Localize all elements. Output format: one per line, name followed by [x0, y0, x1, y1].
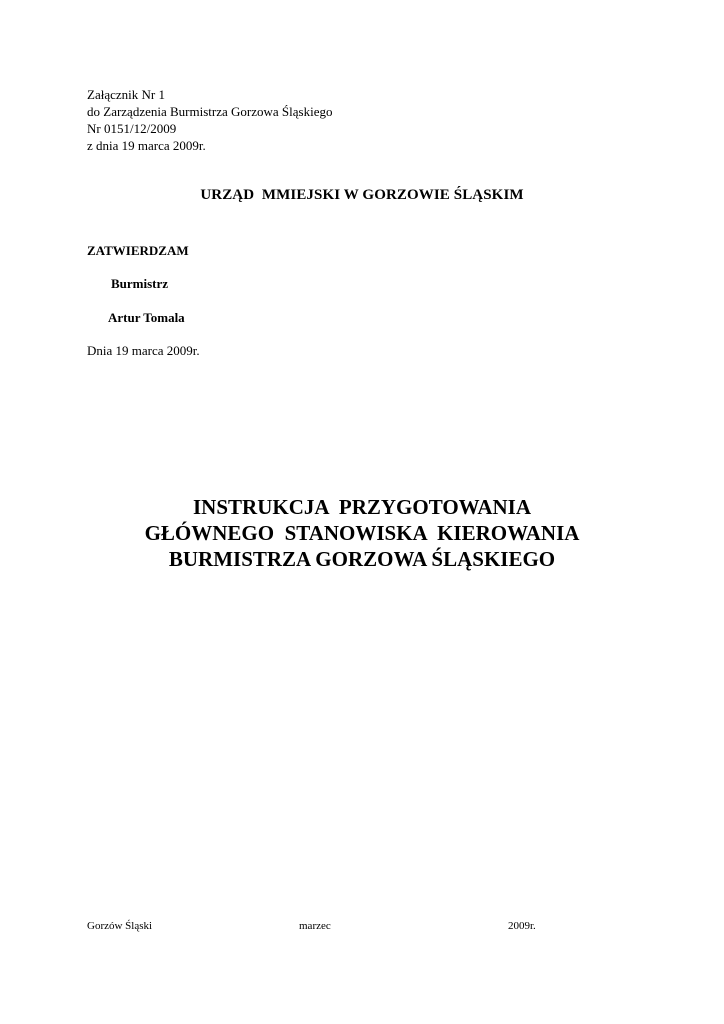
document-title-line-2: GŁÓWNEGO STANOWISKA KIEROWANIA	[144, 521, 580, 545]
footer-month: marzec	[299, 920, 331, 932]
footer-place: Gorzów Śląski	[87, 920, 153, 932]
document-title-line-3: BURMISTRZA GORZOWA ŚLĄSKIEGO	[168, 547, 556, 571]
attachment-line-1: Załącznik Nr 1	[87, 87, 165, 102]
attachment-line-2: do Zarządzenia Burmistrza Gorzowa Śląskiego	[87, 104, 333, 119]
attachment-note	[87, 86, 332, 154]
footer-year: 2009r.	[508, 920, 536, 932]
attachment-line-3: Nr 0151/12/2009	[87, 121, 177, 136]
approval-name: Artur Tomala	[108, 310, 185, 325]
approval-role: Burmistrz	[111, 276, 169, 291]
document-title-line-1: INSTRUKCJA PRZYGOTOWANIA	[193, 495, 531, 519]
approval-heading: ZATWIERDZAM	[87, 243, 189, 258]
approval-date: Dnia 19 marca 2009r.	[87, 343, 200, 358]
attachment-line-4: z dnia 19 marca 2009r.	[87, 138, 206, 153]
office-title: URZĄD MMIEJSKI W GORZOWIE ŚLĄSKIM	[200, 187, 524, 203]
document-title	[0, 494, 724, 572]
